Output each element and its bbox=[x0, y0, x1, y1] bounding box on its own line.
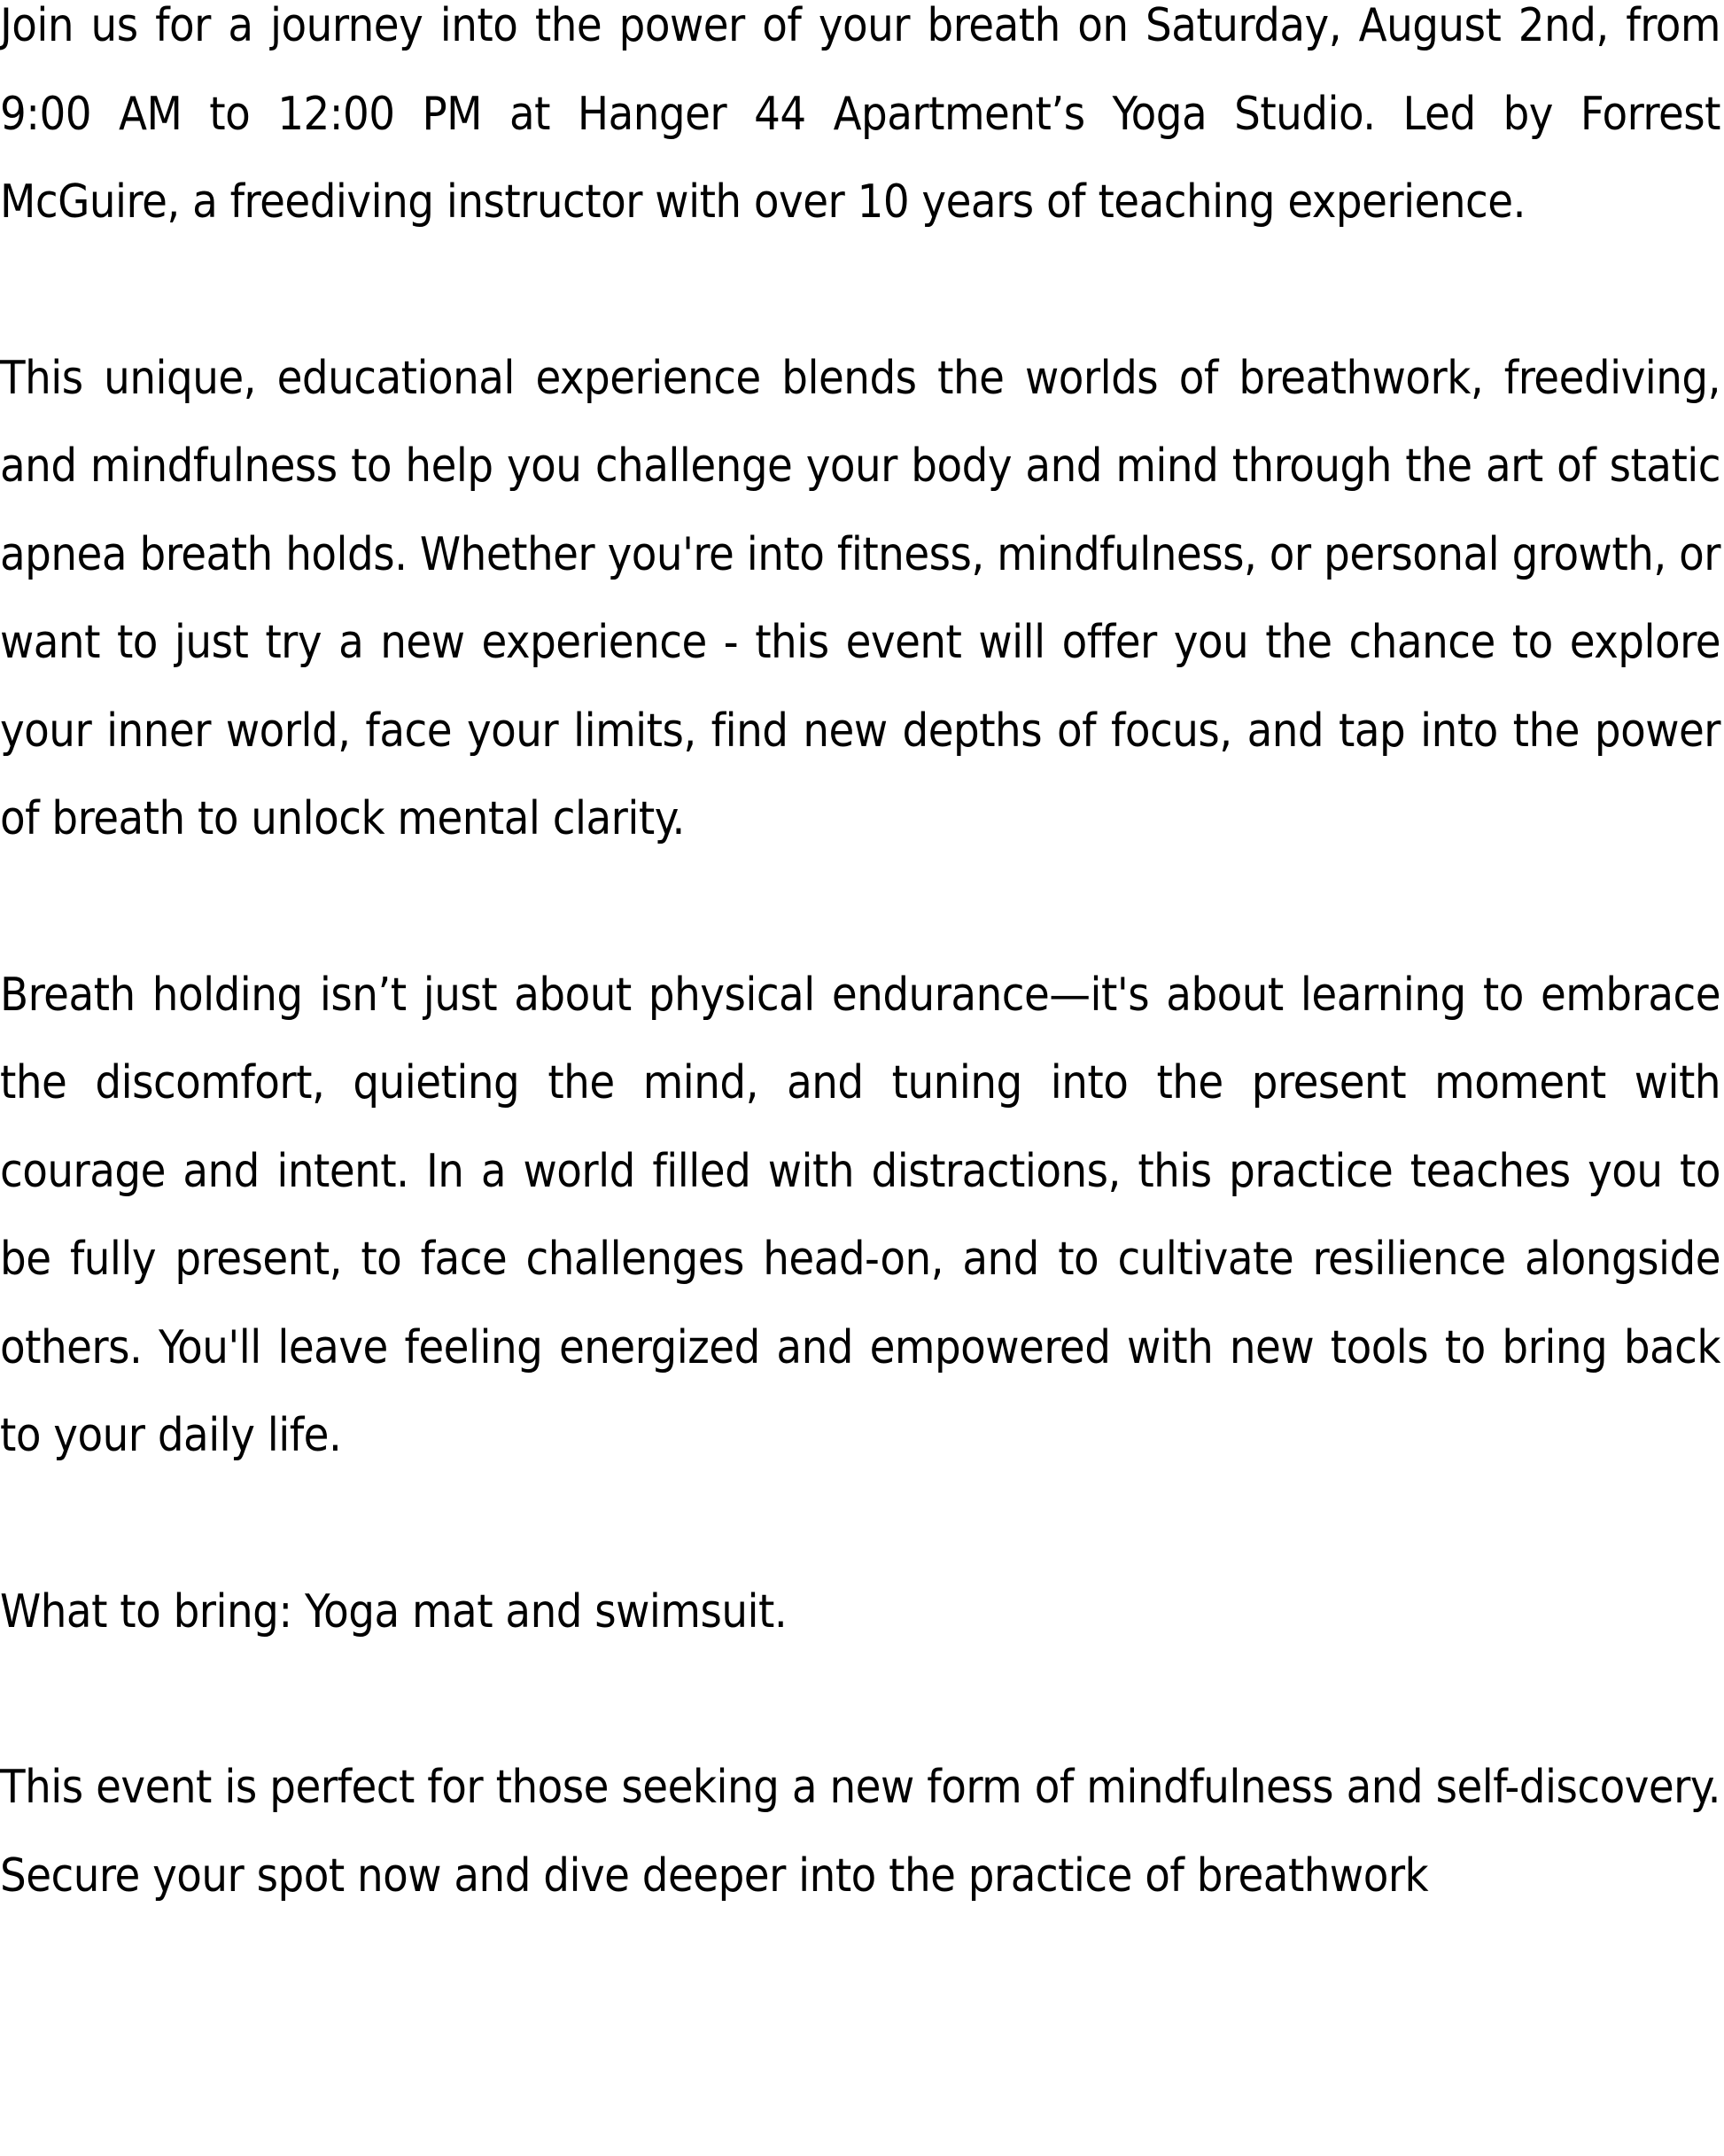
intro-paragraph: Join us for a journey into the power of your breath on Saturday, August 2nd, from 9:00 AM to 12:00 PM at Hanger 44 Apartment’s Yoga Studio. Led by Forrest McGuire, a freediving instructor with over 10 years of teaching experience. bbox=[0, 0, 1720, 229]
closing-paragraph: This event is perfect for those seeking a new form of mindfulness and self-discovery. Secure your spot now and dive deeper into the practice of breathwork bbox=[0, 1761, 1720, 1903]
overview-paragraph: This unique, educational experience blends the worlds of breathwork, freediving, and mindfulness to help you challenge your body and mind through the art of static apnea breath holds. Whether you're into fitness, mindfulness, or personal growth, or want to just try a new experience - this event will offer you the chance to explore your inner world, face your limits, find new depths of focus, and tap into the power of breath to unlock mental clarity. bbox=[0, 351, 1720, 845]
what-to-bring-paragraph: What to bring: Yoga mat and swimsuit. bbox=[0, 1584, 788, 1638]
benefits-paragraph: Breath holding isn’t just about physical endurance—it's about learning to embrace the discomfort, quieting the mind, and tuning into the present moment with courage and intent. In a world filled with distractions, this practice teaches you to be fully present, to face challenges head-on, and to cultivate resilience alongside others. You'll leave feeling energized and empowered with new tools to bring back to your daily life. bbox=[0, 968, 1720, 1462]
